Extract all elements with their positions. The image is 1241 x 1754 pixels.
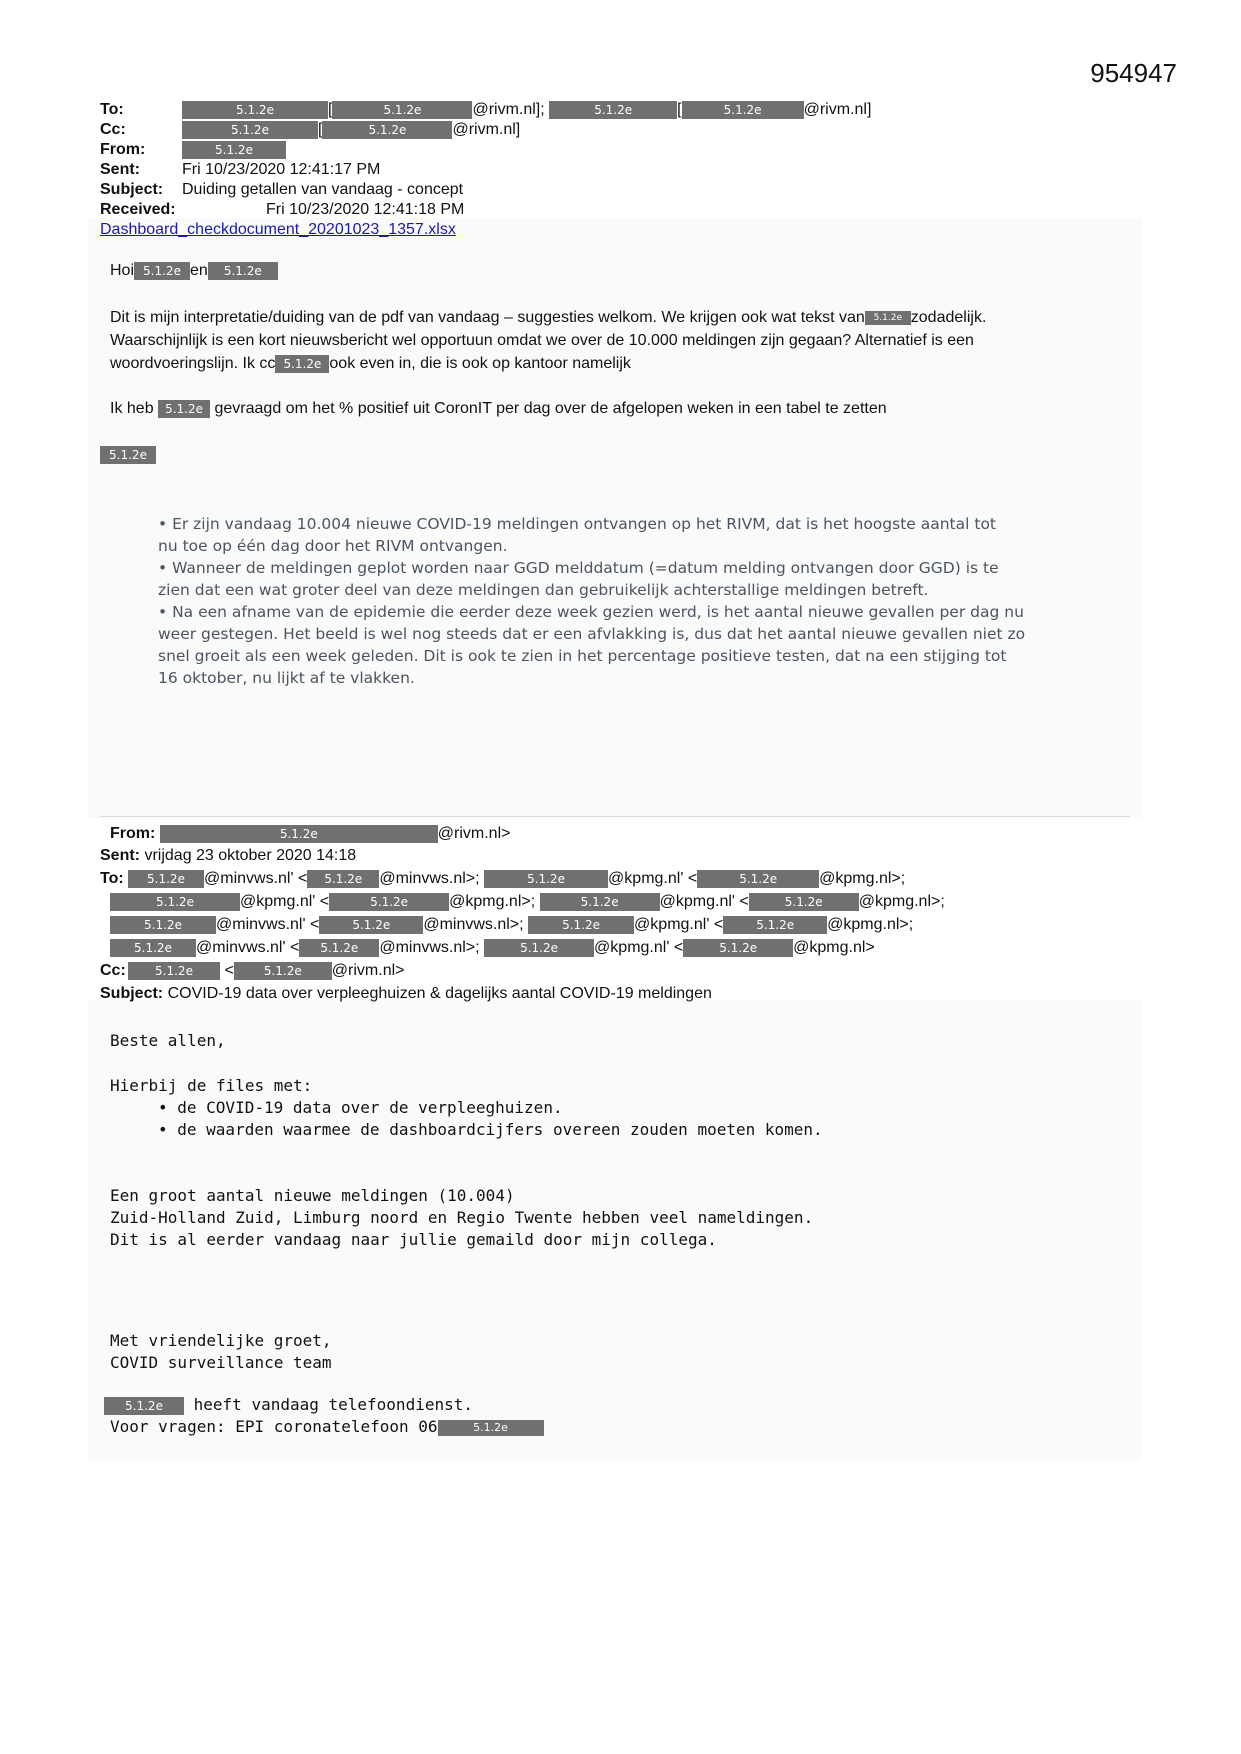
- redacted-recipient: 5.1.2e: [110, 893, 240, 911]
- from-label: From:: [100, 141, 146, 158]
- bullet-2-line1: • Wanneer de meldingen geplot worden naar GGD melddatum (=datum melding ontvangen door GGD) is te: [158, 559, 999, 577]
- bullet-3-line4: 16 oktober, nu lijkt af te vlakken.: [158, 669, 415, 687]
- bullet-1-line1: • Er zijn vandaag 10.004 nieuwe COVID-19 meldingen ontvangen op het RIVM, dat is het hoogste aantal tot: [158, 515, 997, 533]
- bullet-3-line3: snel groeit als een week geleden. Dit is ook te zien in het percentage positieve testen, dat na een stijging tot: [158, 647, 1007, 665]
- paragraph-text: woordvoeringslijn. Ik cc: [110, 355, 276, 372]
- bracket: [: [318, 121, 323, 138]
- email2-from-row: [110, 823, 510, 845]
- redacted-recipient: 5.1.2e: [484, 870, 608, 888]
- redacted-recipient: 5.1.2e: [723, 916, 827, 934]
- email-domain: @kpmg.nl' <: [634, 916, 724, 933]
- email2-phone-duty: [104, 1394, 473, 1416]
- redacted-recipient: 5.1.2e: [749, 893, 859, 911]
- email2-closing-2: COVID surveillance team: [110, 1353, 332, 1372]
- email-domain: @minvws.nl>;: [379, 870, 480, 887]
- redacted-recipient: 5.1.2e: [319, 916, 423, 934]
- email1-paragraph-1: [110, 307, 986, 329]
- redacted-name: 5.1.2e: [104, 1397, 184, 1415]
- email2-to-row-3: [110, 914, 913, 936]
- email1-greeting: [110, 260, 278, 282]
- redacted-name: 5.1.2e: [100, 446, 156, 464]
- bullet-3-line2: weer gestegen. Het beeld is wel nog steeds dat er een afvlakking is, dus dat het aantal nieuwe gevallen niet zo: [158, 625, 1026, 643]
- email-domain: @kpmg.nl' <: [659, 893, 749, 910]
- email-domain: @rivm.nl];: [472, 101, 545, 118]
- redacted-recipient: 5.1.2e: [540, 893, 660, 911]
- sent-value: Fri 10/23/2020 12:41:17 PM: [182, 161, 381, 178]
- email1-received-row: [100, 200, 464, 220]
- subject-value: COVID-19 data over verpleeghuizen & dagelijks aantal COVID-19 meldingen: [167, 985, 712, 1002]
- paragraph-text: ook even in, die is ook op kantoor namelijk: [329, 355, 631, 372]
- redacted-phone: 5.1.2e: [438, 1420, 544, 1436]
- email2-questions: [110, 1416, 544, 1438]
- paragraph-text: zodadelijk.: [910, 309, 987, 326]
- redacted-sender: 5.1.2e: [182, 141, 286, 159]
- email2-paragraph-3: Dit is al eerder vandaag naar jullie gemaild door mijn collega.: [110, 1230, 717, 1249]
- sent-label: Sent:: [100, 847, 140, 864]
- redacted-email: 5.1.2e: [682, 101, 804, 119]
- redacted-name: 5.1.2e: [134, 262, 190, 280]
- redacted-recipient: 5.1.2e: [697, 870, 819, 888]
- bullet-1-line2: nu toe op één dag door het RIVM ontvangen.: [158, 537, 508, 555]
- redacted-name: 5.1.2e: [275, 355, 329, 373]
- email2-paragraph-1: Een groot aantal nieuwe meldingen (10.004): [110, 1186, 515, 1205]
- email1-to-row: [100, 100, 871, 120]
- received-value: Fri 10/23/2020 12:41:18 PM: [266, 201, 465, 218]
- email2-to-row-4: [110, 937, 875, 959]
- redacted-recipient: 5.1.2e: [484, 939, 594, 957]
- redacted-name: 5.1.2e: [158, 400, 210, 418]
- bracket: <: [224, 962, 234, 979]
- email2-sent-row: [100, 845, 356, 867]
- email2-paragraph-2: Zuid-Holland Zuid, Limburg noord en Regio Twente hebben veel nameldingen.: [110, 1208, 814, 1227]
- subject-label: Subject:: [100, 181, 164, 198]
- redacted-recipient: 5.1.2e: [128, 870, 204, 888]
- cc-label: Cc:: [100, 121, 126, 138]
- redacted-recipient: 5.1.2e: [299, 939, 379, 957]
- email-domain: @kpmg.nl>;: [449, 893, 536, 910]
- document-number: 954947: [1090, 58, 1177, 88]
- redacted-recipient: 5.1.2e: [307, 870, 379, 888]
- greeting-text: en: [190, 262, 208, 279]
- email-domain: @kpmg.nl>;: [858, 893, 945, 910]
- email1-sent-row: [100, 160, 380, 180]
- email2-to-row-2: [110, 891, 945, 913]
- email-domain: @kpmg.nl>;: [819, 870, 906, 887]
- email-domain: @kpmg.nl' <: [240, 893, 330, 910]
- email2-to-row-1: [100, 868, 905, 890]
- email1-paragraph-1-line3: [110, 353, 631, 375]
- email1-cc-row: [100, 120, 520, 140]
- email-separator: [100, 816, 1130, 817]
- bullet-3-line1: • Na een afname van de epidemie die eerder deze week gezien werd, is het aantal nieuwe gevallen per dag nu: [158, 603, 1024, 621]
- email1-paragraph-1-line2: Waarschijnlijk is een kort nieuwsbericht wel opportuun omdat we over de 10.000 meldingen zijn gegaan? Alternatief is een: [110, 332, 974, 349]
- paragraph-text: Ik heb: [110, 400, 154, 417]
- redacted-name: 5.1.2e: [865, 311, 911, 325]
- subject-value: Duiding getallen van vandaag - concept: [182, 181, 464, 198]
- redacted-recipient: 5.1.2e: [528, 916, 634, 934]
- redacted-recipient: 5.1.2e: [110, 939, 196, 957]
- email-domain: @kpmg.nl' <: [608, 870, 698, 887]
- redacted-recipient: 5.1.2e: [110, 916, 216, 934]
- subject-label: Subject:: [100, 985, 164, 1002]
- paragraph-text: Dit is mijn interpretatie/duiding van de pdf van vandaag – suggesties welkom. We krijgen ook wat tekst van: [110, 309, 865, 326]
- redacted-recipient: 5.1.2e: [329, 893, 449, 911]
- from-label: From:: [110, 825, 156, 842]
- email2-cc-row: [100, 960, 405, 982]
- received-label: Received:: [100, 201, 176, 218]
- to-label: To:: [100, 101, 124, 118]
- greeting-text: Hoi: [110, 262, 135, 279]
- email-domain: @rivm.nl>: [437, 825, 511, 842]
- to-label: To:: [100, 870, 124, 887]
- email2-bullet-1: • de COVID-19 data over de verpleeghuizen.: [158, 1098, 563, 1117]
- email2-greeting: Beste allen,: [110, 1031, 226, 1050]
- email-domain: @rivm.nl>: [331, 962, 405, 979]
- redacted-email: 5.1.2e: [322, 121, 452, 139]
- bullet-2-line2: zien dat een wat groter deel van deze meldingen dan gebruikelijk achterstallige meldingen betreft.: [158, 581, 929, 599]
- email2-intro: Hierbij de files met:: [110, 1076, 313, 1095]
- email-domain: @rivm.nl]: [803, 101, 872, 118]
- email-domain: @minvws.nl' <: [216, 916, 320, 933]
- redacted-block: [100, 446, 156, 464]
- email-domain: @minvws.nl>;: [423, 916, 524, 933]
- email-domain: @kpmg.nl>: [793, 939, 875, 956]
- sent-value: vrijdag 23 oktober 2020 14:18: [144, 847, 357, 864]
- email-domain: @minvws.nl>;: [379, 939, 480, 956]
- phone-duty-text: heeft vandaag telefoondienst.: [193, 1395, 473, 1414]
- redacted-recipient: 5.1.2e: [683, 939, 793, 957]
- sent-label: Sent:: [100, 161, 140, 178]
- cc-label: Cc:: [100, 962, 126, 979]
- email2-bullet-2: • de waarden waarmee de dashboardcijfers overeen zouden moeten komen.: [158, 1120, 823, 1139]
- redacted-recipient: 5.1.2e: [234, 962, 332, 980]
- bracket: [: [677, 101, 682, 118]
- email-domain: @kpmg.nl' <: [594, 939, 684, 956]
- email2-closing-1: Met vriendelijke groet,: [110, 1331, 332, 1350]
- redacted-name: 5.1.2e: [182, 101, 328, 119]
- email-domain: @kpmg.nl>;: [827, 916, 914, 933]
- email1-subject-row: [100, 180, 463, 200]
- email2-subject-row: [100, 983, 712, 1005]
- redacted-sender: 5.1.2e: [160, 825, 438, 843]
- bracket: [: [328, 101, 333, 118]
- redacted-name: 5.1.2e: [208, 262, 278, 280]
- redacted-email: 5.1.2e: [332, 101, 472, 119]
- redacted-recipient: 5.1.2e: [128, 962, 220, 980]
- email1-from-row: [100, 140, 286, 160]
- email-domain: @minvws.nl' <: [204, 870, 308, 887]
- email-domain: @rivm.nl]: [452, 121, 521, 138]
- paragraph-text: gevraagd om het % positief uit CoronIT per dag over de afgelopen weken in een tabel te zetten: [214, 400, 887, 417]
- questions-text: Voor vragen: EPI coronatelefoon 06: [110, 1417, 438, 1436]
- redacted-name: 5.1.2e: [549, 101, 677, 119]
- email1-paragraph-2: [110, 398, 887, 420]
- email-domain: @minvws.nl' <: [196, 939, 300, 956]
- redacted-name: 5.1.2e: [182, 121, 318, 139]
- attachment-link[interactable]: Dashboard_checkdocument_20201023_1357.xlsx: [100, 221, 456, 238]
